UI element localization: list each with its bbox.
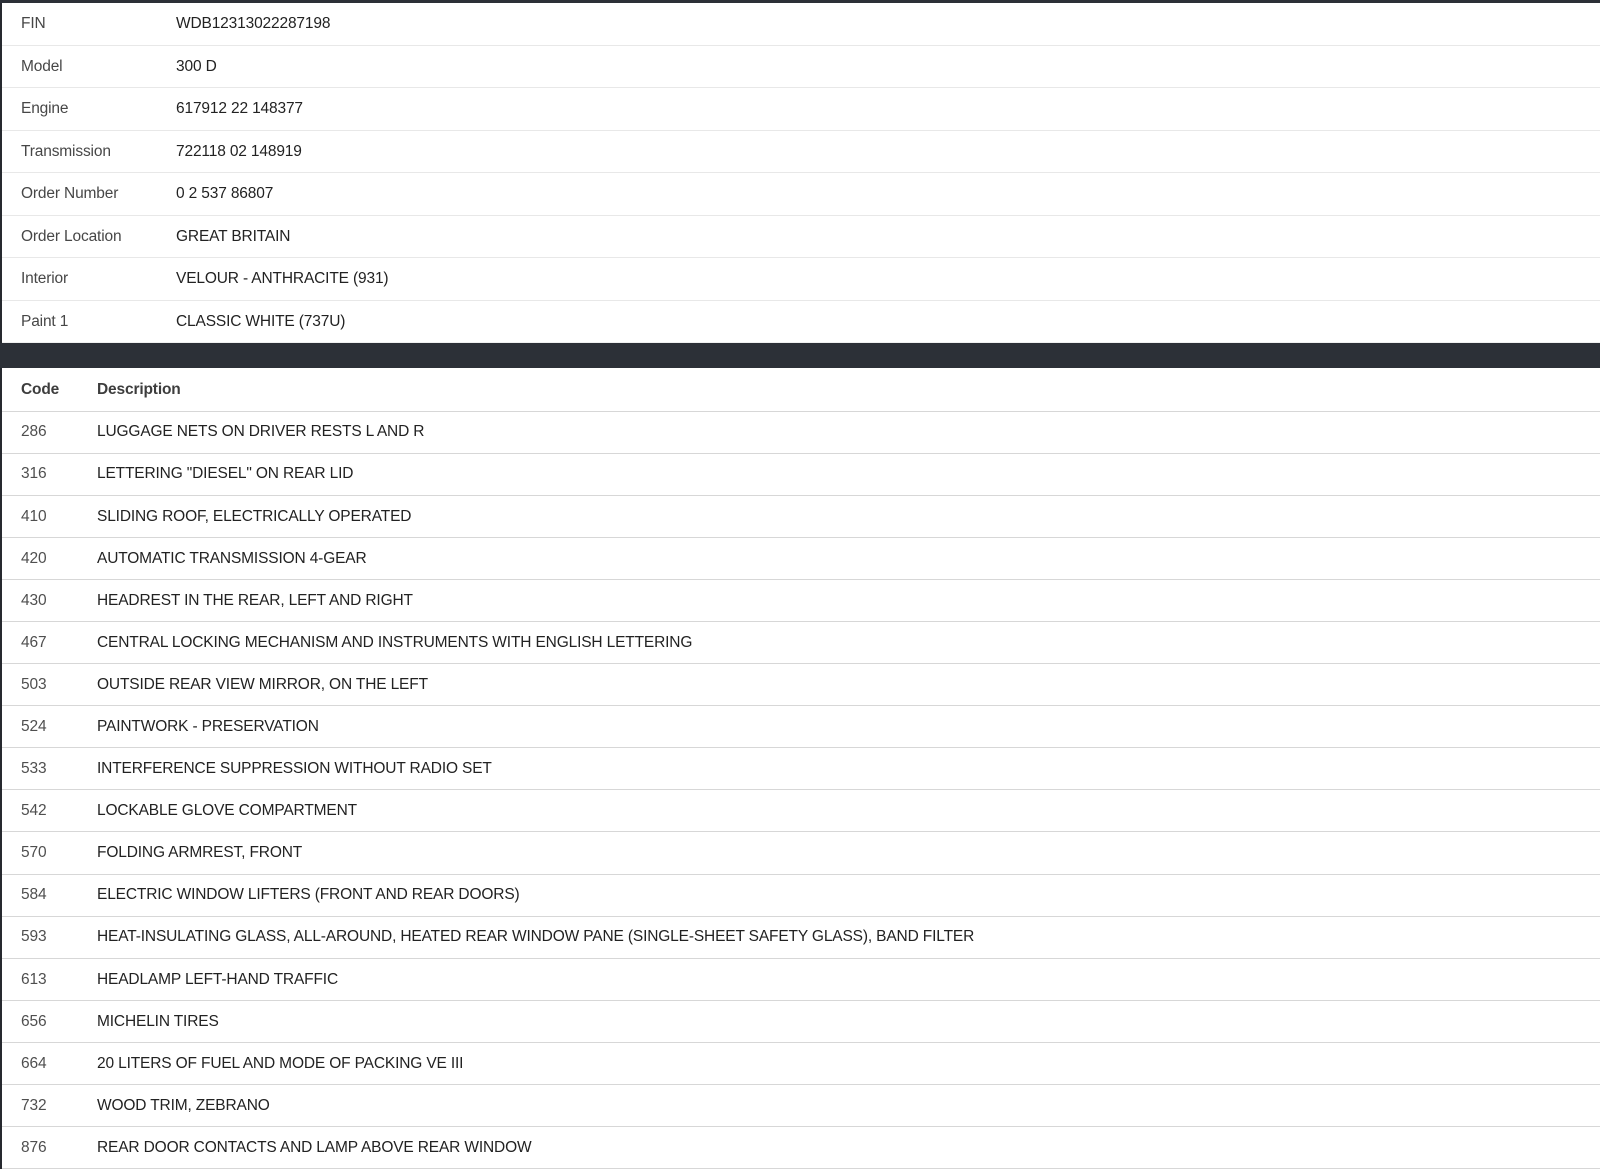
option-code: 570 bbox=[21, 844, 47, 862]
option-code-row bbox=[2, 496, 1600, 538]
vehicle-info-row bbox=[2, 46, 1600, 89]
option-code-row bbox=[2, 706, 1600, 748]
vehicle-info-value: VELOUR - ANTHRACITE (931) bbox=[176, 270, 389, 287]
vehicle-info-label: Paint 1 bbox=[21, 312, 69, 330]
option-code-row bbox=[2, 664, 1600, 706]
option-description: LOCKABLE GLOVE COMPARTMENT bbox=[97, 802, 357, 820]
description-column-header: Description bbox=[97, 380, 181, 398]
option-code-row bbox=[2, 538, 1600, 580]
option-code: 732 bbox=[21, 1096, 47, 1114]
vehicle-info-row bbox=[2, 131, 1600, 174]
code-column-header: Code bbox=[21, 380, 60, 398]
option-description: HEADLAMP LEFT-HAND TRAFFIC bbox=[97, 970, 338, 988]
option-code: 286 bbox=[21, 423, 47, 441]
option-code-row bbox=[2, 1127, 1600, 1169]
option-code: 664 bbox=[21, 1054, 47, 1072]
option-description: HEAT-INSULATING GLASS, ALL-AROUND, HEATED REAR WINDOW PANE (SINGLE-SHEET SAFETY GLASS), BAND FILTER bbox=[97, 928, 975, 946]
option-code: 430 bbox=[21, 591, 47, 609]
option-description: 20 LITERS OF FUEL AND MODE OF PACKING VE III bbox=[97, 1054, 464, 1072]
option-description: PAINTWORK - PRESERVATION bbox=[97, 718, 319, 736]
option-code-row bbox=[2, 959, 1600, 1001]
option-description: ELECTRIC WINDOW LIFTERS (FRONT AND REAR DOORS) bbox=[97, 886, 520, 904]
option-code: 584 bbox=[21, 886, 47, 904]
options-table-header-row bbox=[2, 368, 1600, 412]
vehicle-info-label: Model bbox=[21, 57, 63, 75]
vehicle-info-value: 300 D bbox=[176, 57, 217, 75]
vehicle-info-label: Transmission bbox=[21, 142, 111, 160]
option-code: 613 bbox=[21, 970, 47, 988]
vehicle-info-label: Engine bbox=[21, 100, 69, 117]
option-code-row bbox=[2, 1043, 1600, 1085]
vehicle-info-row bbox=[2, 173, 1600, 216]
vehicle-info-row bbox=[2, 216, 1600, 259]
option-code-row bbox=[2, 580, 1600, 622]
vehicle-info-row bbox=[2, 3, 1600, 46]
vehicle-info-value: WDB12313022287198 bbox=[176, 15, 331, 32]
vehicle-info-label: Order Number bbox=[21, 185, 119, 202]
vehicle-info-row bbox=[2, 88, 1600, 131]
option-description: CENTRAL LOCKING MECHANISM AND INSTRUMENTS WITH ENGLISH LETTERING bbox=[97, 633, 693, 651]
vehicle-info-label: Interior bbox=[21, 270, 69, 287]
option-code-row bbox=[2, 917, 1600, 959]
option-code-row bbox=[2, 412, 1600, 454]
option-code: 533 bbox=[21, 760, 47, 778]
option-code-row bbox=[2, 790, 1600, 832]
option-description: REAR DOOR CONTACTS AND LAMP ABOVE REAR WINDOW bbox=[97, 1138, 532, 1156]
option-code: 420 bbox=[21, 549, 47, 567]
section-divider-bar bbox=[0, 343, 1600, 368]
option-code-row bbox=[2, 748, 1600, 790]
option-description: HEADREST IN THE REAR, LEFT AND RIGHT bbox=[97, 591, 413, 609]
option-description: OUTSIDE REAR VIEW MIRROR, ON THE LEFT bbox=[97, 675, 428, 693]
option-code: 524 bbox=[21, 718, 47, 736]
option-description: LETTERING "DIESEL" ON REAR LID bbox=[97, 465, 354, 483]
vehicle-info-row bbox=[2, 258, 1600, 301]
vehicle-info-label: Order Location bbox=[21, 227, 122, 245]
option-code: 316 bbox=[21, 465, 47, 483]
option-code-row bbox=[2, 622, 1600, 664]
option-code: 503 bbox=[21, 675, 47, 693]
option-code-row bbox=[2, 1085, 1600, 1127]
option-description: LUGGAGE NETS ON DRIVER RESTS L AND R bbox=[97, 423, 425, 441]
option-code-row bbox=[2, 454, 1600, 496]
option-code: 876 bbox=[21, 1138, 47, 1156]
option-code: 593 bbox=[21, 928, 47, 946]
vehicle-info-value: CLASSIC WHITE (737U) bbox=[176, 312, 346, 330]
option-codes-table bbox=[0, 368, 1600, 1169]
option-description: INTERFERENCE SUPPRESSION WITHOUT RADIO SET bbox=[97, 760, 492, 778]
option-code: 656 bbox=[21, 1012, 47, 1030]
vehicle-info-value: 0 2 537 86807 bbox=[176, 185, 274, 202]
option-description: AUTOMATIC TRANSMISSION 4-GEAR bbox=[97, 549, 367, 567]
option-description: WOOD TRIM, ZEBRANO bbox=[97, 1096, 270, 1114]
vehicle-info-value: GREAT BRITAIN bbox=[176, 227, 291, 245]
option-description: FOLDING ARMREST, FRONT bbox=[97, 844, 303, 862]
option-code: 410 bbox=[21, 507, 47, 525]
option-description: MICHELIN TIRES bbox=[97, 1012, 219, 1030]
vehicle-info-value: 617912 22 148377 bbox=[176, 100, 303, 117]
option-code-row bbox=[2, 832, 1600, 874]
vehicle-info-table bbox=[0, 3, 1600, 343]
option-description: SLIDING ROOF, ELECTRICALLY OPERATED bbox=[97, 507, 412, 525]
vehicle-info-label: FIN bbox=[21, 15, 46, 32]
vehicle-info-value: 722118 02 148919 bbox=[176, 142, 302, 160]
vehicle-info-row bbox=[2, 301, 1600, 344]
option-code-row bbox=[2, 875, 1600, 917]
option-code: 542 bbox=[21, 802, 47, 820]
option-code: 467 bbox=[21, 633, 47, 651]
option-code-row bbox=[2, 1001, 1600, 1043]
